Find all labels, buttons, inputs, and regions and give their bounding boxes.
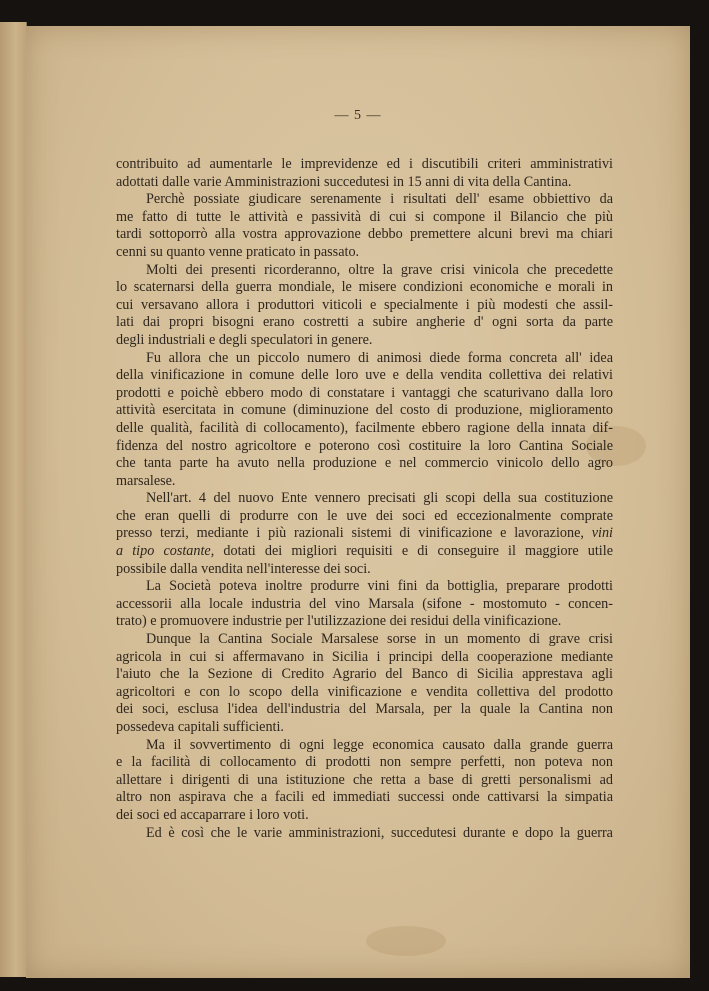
text-line: Ed è così che le varie amministrazioni, succedutesi durante e dopo la guerra bbox=[146, 824, 613, 841]
text-line: altro non aspirava che a facili ed immediati successi onde cattivarsi la simpatia bbox=[116, 789, 613, 806]
text-line: Perchè possiate giudicare serenamente i risultati dell' esame obbiettivo da bbox=[146, 191, 613, 208]
text-line: agricoltori e con lo scopo della vinificazione e vendita collettiva del prodotto bbox=[116, 683, 613, 700]
text-line: contribuito ad aumentarle le imprevidenze ed i discutibili criteri amministrativi bbox=[116, 156, 613, 172]
text-line bbox=[116, 543, 613, 561]
text-line: cenni su quanto venne praticato in passato. bbox=[116, 243, 360, 260]
text-emphasis: a tipo costante, bbox=[116, 543, 215, 560]
text-line bbox=[116, 525, 613, 543]
text-line: possedeva capitali sufficienti. bbox=[116, 719, 284, 735]
text-run: dotati dei migliori requisiti e di conseguire il maggiore utile bbox=[214, 543, 613, 560]
text-line: Nell'art. 4 del nuovo Ente vennero precisati gli scopi della sua costituzione bbox=[146, 490, 613, 507]
text-line: delle qualità, facilità di collocamento), facilmente ebbero ragione della innata dif- bbox=[116, 419, 613, 436]
text-line: dei soci, esclusa l'idea dell'industria del Marsala, per la quale la Cantina non bbox=[116, 701, 613, 718]
text-line: possibile dalla vendita nell'interesse dei soci. bbox=[116, 560, 371, 577]
paper-stain bbox=[366, 926, 446, 956]
document-page bbox=[26, 26, 690, 978]
text-line: allettare i dirigenti di una istituzione che retta a base di gretti personalismi ad bbox=[116, 771, 613, 788]
text-line: Dunque la Cantina Sociale Marsalese sorse in un momento di grave crisi bbox=[146, 631, 613, 648]
text-emphasis: vini bbox=[591, 525, 613, 542]
text-line: attività esercitata in comune (diminuzione del costo di produzione, miglioramento bbox=[116, 402, 613, 419]
text-line: me fatto di tutte le attività e passività di cui si compone il Bilancio che più bbox=[116, 208, 613, 225]
text-line: che eran quelli di produrre con le uve dei soci ed eccezionalmente comprate bbox=[116, 507, 613, 524]
previous-page-edge bbox=[0, 22, 27, 977]
text-line: prodotti e poichè ebbero modo di constatare i vantaggi che scaturivano dalla loro bbox=[116, 384, 613, 401]
text-line: agricola in cui si affermavano in Sicilia i principi della cooperazione mediante bbox=[116, 648, 613, 665]
text-line: Molti dei presenti ricorderanno, oltre la grave crisi vinicola che precedette bbox=[146, 261, 613, 278]
text-line: accessorii alla locale industria del vino Marsala (sifone - mostomuto - concen- bbox=[116, 595, 613, 612]
text-line: marsalese. bbox=[116, 472, 176, 489]
text-line: adottati dalle varie Amministrazioni succedutesi in 15 anni di vita della Cantina. bbox=[116, 173, 572, 190]
text-line: La Società poteva inoltre produrre vini fini da bottiglia, preparare prodotti bbox=[146, 578, 613, 595]
text-line: che tanta parte ha avuto nella produzione e nel commercio vinicolo dello agro bbox=[116, 455, 613, 472]
text-line: cui versavano allora i produttori viticoli e specialmente i più modesti che assil- bbox=[116, 296, 613, 313]
text-line: lo scaternarsi della guerra mondiale, le misere condizioni economiche e morali in bbox=[116, 279, 613, 296]
text-line: l'aiuto che la Sezione di Credito Agrario del Banco di Sicilia apprestava agli bbox=[116, 666, 613, 683]
text-line: degli industriali e degli speculatori in genere. bbox=[116, 331, 373, 348]
page-number: — 5 — bbox=[334, 108, 382, 123]
text-line: trato) e promuovere industrie per l'utilizzazione dei residui della vinificazione. bbox=[116, 613, 562, 630]
text-line: fidenza del nostro agricoltore e poterono così costituire la loro Cantina Sociale bbox=[116, 437, 613, 454]
text-line: Ma il sovvertimento di ogni legge economica causato dalla grande guerra bbox=[146, 736, 613, 753]
text-line: e la facilità di collocamento di prodotti non sempre perfetti, non poteva non bbox=[116, 754, 613, 771]
text-line: lati dai propri bisogni erano costretti a subire angherie d' ogni sorta da parte bbox=[116, 314, 613, 331]
body-text bbox=[116, 156, 613, 842]
text-line: dei soci ed accaparrare i loro voti. bbox=[116, 806, 309, 823]
text-line: della vinificazione in comune delle loro uve e della vendita collettiva dei relativi bbox=[116, 367, 613, 384]
text-line: tardi sottoporrò alla vostra approvazione debbo premettere alcuni brevi ma chiari bbox=[116, 226, 613, 243]
text-run: presso terzi, mediante i più razionali sistemi di vinificazione e lavorazione, bbox=[116, 525, 592, 542]
text-line: Fu allora che un piccolo numero di animosi diede forma concreta all' idea bbox=[146, 349, 613, 366]
